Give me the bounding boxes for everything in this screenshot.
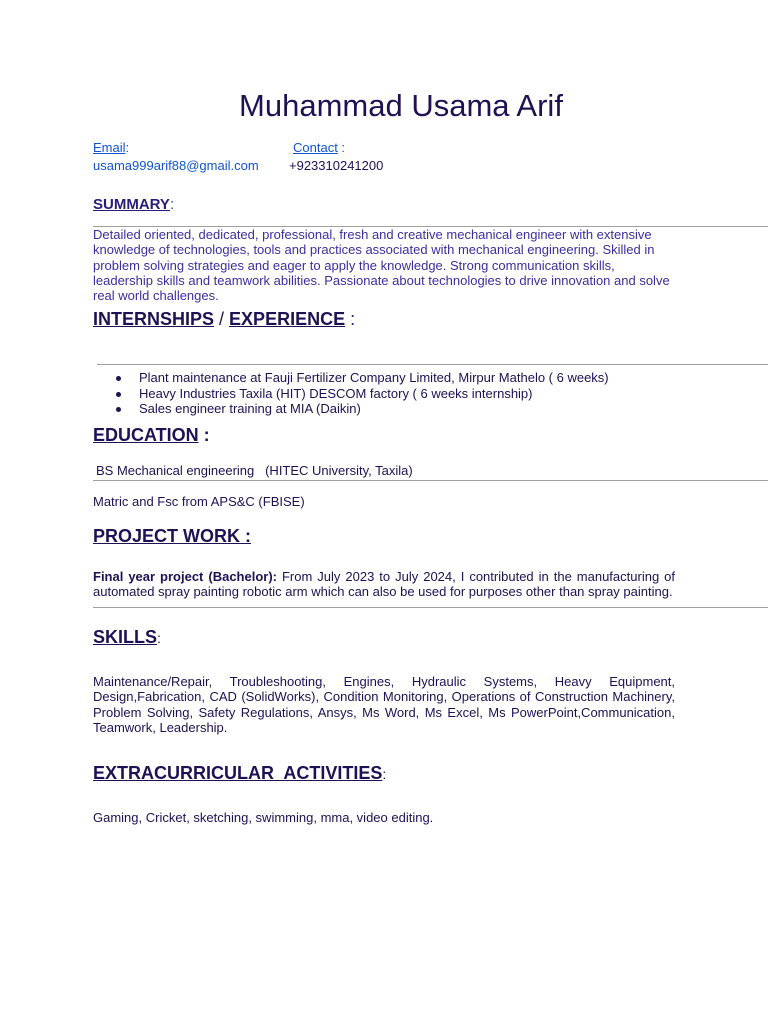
list-item: [93, 386, 609, 402]
list-item-text: Plant maintenance at Fauji Fertilizer Company Limited, Mirpur Mathelo ( 6 weeks): [139, 370, 609, 385]
contact-label-group: [293, 140, 345, 156]
experience-heading-text: EXPERIENCE: [229, 309, 346, 329]
extracurricular-text: Gaming, Cricket, sketching, swimming, mma, video editing.: [93, 810, 434, 825]
list-item: [93, 401, 609, 417]
email-value[interactable]: usama999arif88@gmail.com: [93, 158, 259, 173]
list-item-text: Sales engineer training at MIA (Daikin): [139, 401, 361, 416]
phone-value: +923310241200: [289, 158, 384, 173]
bullet-icon: [116, 376, 121, 381]
experience-divider: [97, 364, 768, 365]
email-label-colon: :: [125, 140, 130, 155]
internships-heading-text: INTERNSHIPS: [93, 309, 215, 329]
education-heading-text: EDUCATION: [93, 425, 199, 445]
skills-heading-colon: :: [157, 630, 161, 646]
email-label-link[interactable]: Email: [93, 140, 126, 155]
extracurricular-heading-colon: :: [382, 766, 387, 782]
project-divider: [93, 607, 768, 608]
contact-labels-row: [93, 140, 129, 156]
page-title: Muhammad Usama Arif: [239, 88, 563, 123]
education-heading: [93, 425, 210, 446]
list-item-text: Heavy Industries Taxila (HIT) DESCOM factory ( 6 weeks internship): [139, 385, 533, 401]
summary-heading-text: SUMMARY: [93, 196, 170, 213]
contact-label-colon: :: [337, 140, 346, 155]
skills-heading: [93, 627, 161, 648]
list-item: [93, 370, 609, 386]
bullet-icon: [116, 392, 121, 397]
education-divider: [93, 480, 768, 481]
extracurricular-heading: [93, 763, 386, 784]
education-heading-colon: :: [198, 425, 210, 445]
experience-heading: [93, 309, 355, 330]
summary-heading: [93, 196, 174, 214]
skills-text: Maintenance/Repair, Troubleshooting, Engines, Hydraulic Systems, Heavy Equipment, Design,Fabrication, CAD (SolidWorks), Condition Monitoring, Operations of Construction Machinery, Problem Solving, Safety Regulations, Ansys, Ms Word, Ms Excel, Ms PowerPoint,Communication, Teamwork, Leadership.: [93, 674, 675, 735]
skills-heading-text: SKILLS: [93, 627, 158, 647]
project-label: Final year project (Bachelor):: [93, 569, 277, 584]
contact-label-link[interactable]: Contact: [293, 140, 338, 155]
summary-heading-colon: :: [169, 196, 175, 213]
education-school: Matric and Fsc from APS&C (FBISE): [93, 494, 305, 509]
extracurricular-heading-text: EXTRACURRICULAR ACTIVITIES: [93, 763, 383, 783]
project-heading: PROJECT WORK :: [93, 526, 252, 546]
summary-text: Detailed oriented, dedicated, professional, fresh and creative mechanical engineer with extensive knowledge of technologies, tools and practices associated with mechanical engineering. Skilled in problem solving strategies and eager to apply the knowledge. Strong communication skills, leadership skills and teamwork abilities. Passionate about technologies to drive innovation and solve real world challenges.: [93, 227, 670, 304]
project-description: [93, 569, 675, 600]
experience-heading-slash: /: [214, 309, 230, 329]
education-degree: BS Mechanical engineering (HITEC University, Taxila): [96, 463, 413, 478]
experience-heading-colon: :: [345, 309, 356, 329]
experience-list: [93, 370, 609, 417]
project-text: From July 2023 to July 2024, I contributed in the manufacturing of automated spray painting robotic arm which can also be used for purposes other than spray painting.: [93, 569, 675, 600]
bullet-icon: [116, 407, 121, 412]
